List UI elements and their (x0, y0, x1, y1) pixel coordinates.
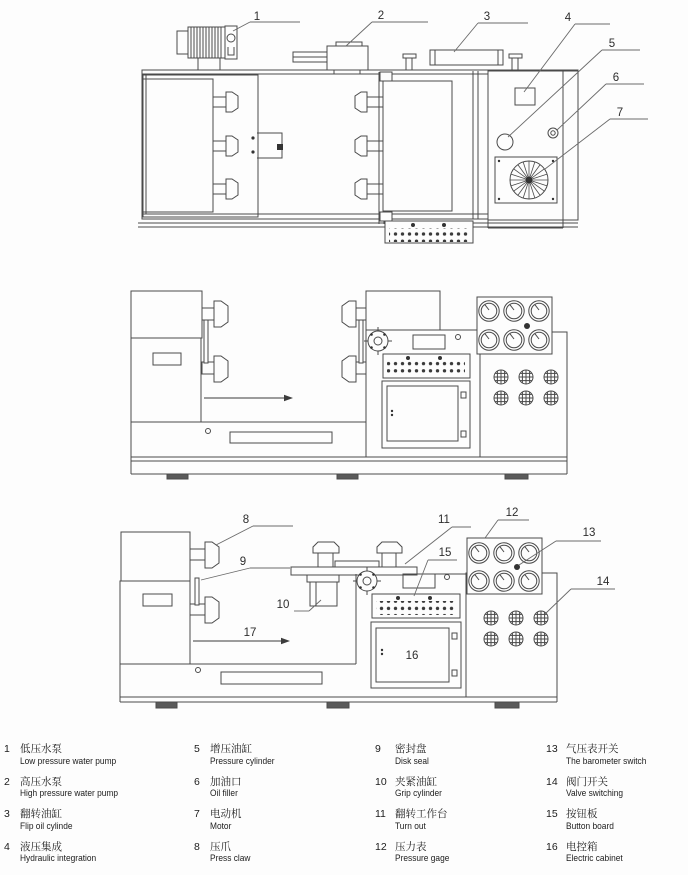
press-claw (213, 92, 238, 199)
legend-item-zh: 夹紧油缸 (395, 775, 437, 788)
gauge-console (477, 297, 567, 457)
disk-seal (359, 320, 363, 363)
pressure-gauge (479, 330, 499, 350)
callout-number: 10 (276, 599, 290, 611)
callout-10 (277, 599, 321, 611)
legend-item-number: 3 (4, 808, 10, 820)
legend-item-number: 7 (194, 808, 200, 820)
legend-column-4 (546, 744, 657, 874)
callout-2 (346, 10, 428, 46)
legend-item-en: Hydraulic integration (20, 853, 97, 864)
machine-foot (495, 702, 519, 708)
legend-item (546, 744, 657, 767)
legend-item-zh: 电控箱 (566, 840, 598, 853)
legend-item (375, 744, 457, 767)
button-board (383, 354, 470, 378)
pressure-gauge (494, 543, 514, 563)
legend-item-number: 1 (4, 743, 10, 755)
legend-item (4, 777, 131, 800)
legend-item-zh: 压爪 (210, 840, 231, 853)
legend-item-number: 8 (194, 840, 200, 853)
legend-item-zh: 加油口 (210, 775, 242, 788)
legend-item-number: 12 (375, 840, 387, 853)
disk-seal (195, 578, 199, 605)
pressure-gauge (504, 301, 524, 321)
callout-number: 6 (612, 72, 620, 84)
t-bolt (377, 542, 402, 567)
valve-switch (544, 370, 558, 384)
valve-switch (494, 370, 508, 384)
pressure-gauge-panel (477, 297, 552, 354)
center-bracket (251, 133, 283, 158)
flip-worktable (291, 567, 417, 575)
legend-item-en: Low pressure water pump (20, 755, 117, 767)
callout-number: 17 (243, 627, 257, 639)
legend-item-en: Flip oil cylinde (20, 820, 73, 832)
gauge-console (466, 538, 557, 697)
legend-item-number: 10 (375, 775, 387, 788)
pressure-gauge (469, 571, 489, 591)
machine-foot (337, 474, 358, 479)
callout-number: 16 (405, 650, 419, 662)
legend-item-number: 13 (546, 743, 558, 755)
callout-number: 13 (582, 527, 596, 539)
clamp-plate (335, 561, 379, 567)
legend-item-en: Press claw (210, 853, 251, 864)
legend-item-number: 4 (4, 840, 10, 853)
legend-item-zh: 增压油缸 (210, 743, 252, 755)
pressure-gauge (529, 330, 549, 350)
callout-number: 11 (438, 514, 450, 526)
legend-column-3 (375, 744, 457, 874)
electric-cabinet (371, 622, 461, 688)
legend-item-number: 9 (375, 743, 381, 755)
legend-item-zh: 密封盘 (395, 743, 427, 755)
legend-item-en: Motor (210, 820, 232, 832)
legend-item-en: Pressure cylinder (210, 755, 275, 767)
callout-12 (485, 507, 529, 538)
machine-foot (327, 702, 349, 708)
valve-switch (484, 611, 498, 625)
base-hole (206, 429, 211, 434)
flip-worktable-assembly (291, 542, 466, 688)
legend-item-zh: 翻转油缸 (20, 808, 62, 820)
flip-oil-cylinder (403, 50, 522, 70)
valve-switch (484, 632, 498, 646)
base-hole (196, 668, 201, 673)
motion-arrow (204, 395, 293, 401)
pressure-gauge (519, 571, 539, 591)
legend-item-zh: 气压表开关 (566, 743, 619, 755)
flip-worktable-plan (355, 72, 452, 224)
legend-item (4, 809, 131, 832)
legend-item (194, 842, 283, 865)
legend-item-number: 5 (194, 743, 200, 755)
legend-item-zh: 电动机 (210, 808, 242, 820)
front-view-flipped (120, 507, 615, 708)
legend-item (4, 842, 131, 865)
legend-item (194, 777, 283, 800)
legend-item-zh: 高压水泵 (20, 775, 62, 788)
valve-switch (519, 391, 533, 405)
legend-item (546, 777, 657, 800)
flip-worktable-assembly (342, 291, 480, 457)
callout-number: 2 (377, 10, 385, 22)
pivot-flange (353, 567, 381, 595)
callout-number: 5 (608, 38, 616, 50)
legend-item (375, 809, 457, 832)
legend-item-number: 14 (546, 775, 558, 788)
pressure-gauge (469, 543, 489, 563)
left-clamp-table-plan (143, 75, 258, 217)
valve-switch (509, 632, 523, 646)
machine-foot (167, 474, 188, 479)
callout-number: 1 (253, 11, 261, 23)
base-slot (221, 672, 322, 684)
legend-item-en: Grip cylinder (395, 788, 442, 799)
name-plate (403, 574, 435, 588)
legend-column-2 (194, 744, 283, 874)
machine-foot (505, 474, 528, 479)
legend-item-en: Turn out (395, 820, 426, 832)
callout-number: 8 (242, 514, 250, 526)
legend-item-en: Button board (566, 820, 614, 832)
panel-hole (456, 335, 461, 340)
panel-hole (445, 575, 450, 580)
pressure-gauge (529, 301, 549, 321)
high-pressure-water-pump (293, 42, 368, 74)
valve-switch (544, 391, 558, 405)
valve-switch (534, 632, 548, 646)
legend-item-number: 15 (546, 808, 558, 820)
legend-item-zh: 液压集成 (20, 840, 62, 853)
callout-8 (216, 514, 293, 545)
callout-15 (414, 547, 457, 596)
legend-item-number: 11 (375, 808, 386, 820)
barometer-switch (524, 323, 530, 329)
legend-item-en: Disk seal (395, 755, 429, 767)
button-board (372, 594, 460, 618)
legend-item-number: 16 (546, 840, 558, 853)
base-slot (230, 432, 332, 443)
callout-number: 4 (564, 12, 572, 24)
pressure-gauge-panel (467, 538, 542, 594)
pressure-gauge (504, 330, 524, 350)
legend-item-en: The barometer switch (566, 755, 647, 767)
callout-number: 3 (483, 11, 491, 23)
top-view (138, 10, 648, 243)
pressure-gauge (494, 571, 514, 591)
legend-item (546, 809, 657, 832)
legend-item (375, 842, 457, 865)
callout-1 (233, 11, 300, 31)
press-claw (190, 542, 219, 623)
valve-switch (494, 391, 508, 405)
legend-item-en: Valve switching (566, 788, 624, 799)
pressure-gauge (519, 543, 539, 563)
legend-item-zh: 低压水泵 (20, 743, 62, 755)
headstock (120, 532, 219, 664)
callout-3 (454, 11, 528, 52)
callout-9 (201, 556, 290, 580)
legend-item (546, 842, 657, 865)
legend-item-en: Pressure gage (395, 853, 450, 864)
electric-cabinet-door (382, 381, 470, 448)
disk-seal (204, 320, 208, 363)
callout-number: 12 (505, 507, 519, 519)
legend-column-1 (4, 744, 131, 874)
front-view (131, 291, 567, 479)
callout-number: 9 (239, 556, 247, 568)
machine-foot (156, 702, 177, 708)
callout-number: 14 (596, 576, 610, 588)
valve-switch (519, 370, 533, 384)
legend-item (375, 777, 457, 800)
callout-number: 15 (438, 547, 452, 559)
hydraulic-console-plan (473, 71, 578, 228)
legend-item-zh: 压力表 (395, 840, 427, 853)
name-plate (153, 353, 181, 365)
pivot-flange (364, 327, 392, 355)
name-plate (143, 594, 172, 606)
button-board-plan (385, 221, 473, 243)
headstock (131, 291, 228, 422)
legend-item (194, 744, 283, 767)
pressure-gauge (479, 301, 499, 321)
legend-item-en: Electric cabinet (566, 853, 623, 864)
legend-item-en: Oil filler (210, 788, 238, 799)
legend-item (4, 744, 131, 767)
legend-item-number: 6 (194, 775, 200, 788)
legend-item-zh: 按钮板 (566, 808, 598, 820)
legend-item-en: High pressure water pump (20, 788, 119, 799)
name-plate (413, 335, 445, 349)
legend-item-zh: 翻转工作台 (395, 808, 448, 820)
callout-number: 7 (616, 107, 624, 119)
motion-arrow (193, 627, 290, 644)
flip-worktable (366, 291, 440, 330)
grip-cylinder (307, 575, 339, 606)
legend-item-zh: 阀门开关 (566, 775, 608, 788)
legend-item (194, 809, 283, 832)
low-pressure-water-pump (177, 26, 237, 70)
valve-switch (509, 611, 523, 625)
legend-item-number: 2 (4, 775, 10, 788)
